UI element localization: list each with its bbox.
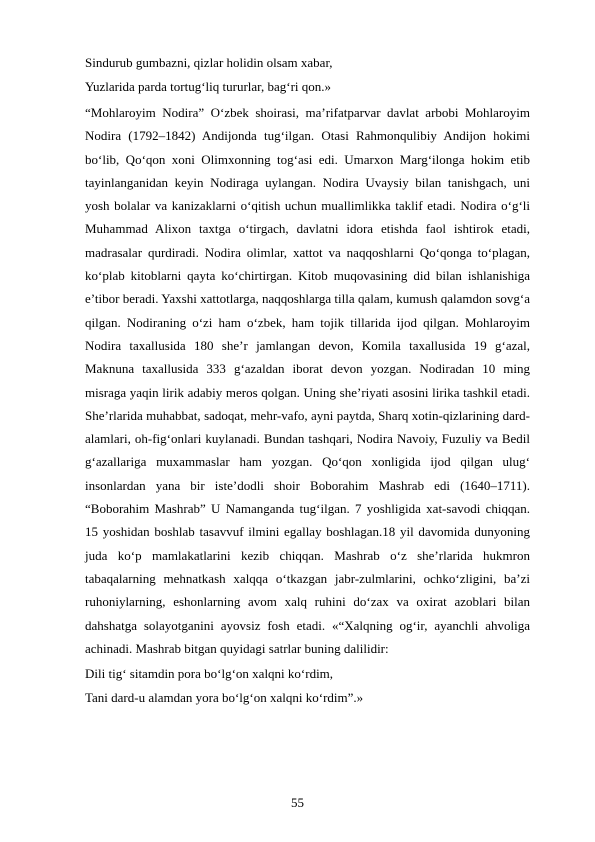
- document-page: [85, 53, 530, 708]
- page-number: 55: [291, 795, 304, 810]
- quote-line-2: Yuzlarida parda tortug‘liq tururlar, bag‘ri qon.»: [85, 79, 332, 94]
- verse-line-1: Dili tig‘ sitamdin pora bo‘lg‘on xalqni ko‘rdim,: [85, 666, 334, 682]
- body-paragraph: “Mohlaroyim Nodira” O‘zbek shoirasi, ma’rifatparvar davlat arbobi Mohlaroyim Nodira (1792–1842) Andijonda tug‘ilgan. Otasi Rahmonqulibiy Andijon hokimi bo‘lib, Qo‘qon xoni Olimxonning tog‘asi edi. Umarxon Marg‘ilonga hokim etib tayinlanganidan keyin Nodiraga uylangan. Nodira Uvaysiy bilan tanishgach, uni yosh bolalar va kanizaklarni o‘qitish uchun muallimlikka taklif etadi. Nodira o‘g‘li Muhammad Alixon taxtga o‘tirgach, davlatni idora etishda faol ishtirok etadi, madrasalar qurdiradi. Nodira olimlar, xattot va naqqoshlarni Qo‘qonga to‘plagan, ko‘plab kitoblarni qayta ko‘chirtirgan. Kitob muqovasining did bilan ishlanishiga e’tibor beradi. Yaxshi xattotlarga, naqqoshlarga tilla qalam, kumush qalamdon sovg‘a qilgan. Nodiraning o‘zi ham o‘zbek, ham tojik tillarida ijod qilgan. Mohlaroyim Nodira taxallusida 180 she’r jamlangan devon, Komila taxallusida 19 g‘azal, Maknuna taxallusida 333 g‘azaldan iborat devon yozgan. Nodiradan 10 ming misraga yaqin lirik adabiy meros qolgan. Uning she’riyati asosini lirika tashkil etadi. She’rlarida muhabbat, sadoqat, mehr-vafo, ayni paytda, Sharq xotin-qizlarining dard-alamlari, oh-fig‘onlari kuylanadi. Bundan tashqari, Nodira Navoiy, Fuzuliy va Bedil g‘azallariga muxammaslar ham yozgan. Qo‘qon xonligida ijod qilgan ulug‘ insonlardan yana bir iste’dodli shoir Boborahim Mashrab edi (1640–1711). “Boborahim Mashrab” U Namanganda tug‘ilgan. 7 yoshligida xat-savodi chiqqan. 15 yoshidan boshlab tasavvuf ilmini egallay boshlagan.18 yil davomida dunyoning juda ko‘p mamlakatlarini kezib chiqqan. Mashrab o‘z she’rlarida hukmron tabaqalarning mehnatkash xalqqa o‘tkazgan jabr-zulmlarini, ochko‘zligini, ba’zi ruhoniylarning, eshonlarning avom xalq ruhini do‘zax va oxirat azoblari bilan dahshatga solayotganini ayovsiz fosh etadi. «“Xalqning og‘ir, ayanchli ahvoliga achinadi. Mashrab bitgan quyidagi satrlar buning dalilidir:: [85, 105, 530, 656]
- quote-line-1: Sindurub gumbazni, qizlar holidin olsam xabar,: [85, 55, 333, 70]
- verse-line-2: Tani dard-u alamdan yora bo‘lg‘on xalqni ko‘rdim”.»: [85, 690, 364, 706]
